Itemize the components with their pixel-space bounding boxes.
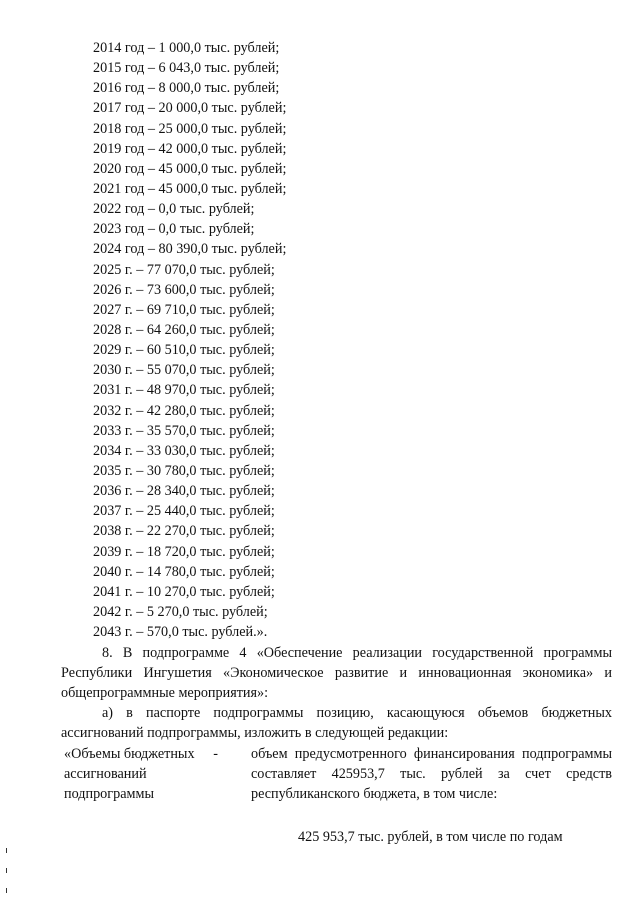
funding-year-item: 2032 г. – 42 280,0 тыс. рублей; — [93, 402, 275, 419]
funding-year-item: 2022 год – 0,0 тыс. рублей; — [93, 201, 255, 218]
scan-edge-mark — [6, 888, 7, 893]
funding-year-item: 2029 г. – 60 510,0 тыс. рублей; — [93, 342, 275, 359]
funding-year-item: 2042 г. – 5 270,0 тыс. рублей; — [93, 603, 268, 620]
funding-year-item: 2030 г. – 55 070,0 тыс. рублей; — [93, 362, 275, 379]
funding-year-item: 2040 г. – 14 780,0 тыс. рублей; — [93, 563, 275, 580]
paragraph-a: а) в паспорте подпрограммы позицию, касающуюся объемов бюджетных ассигнований подпрограммы, изложить в следующей редакции: — [61, 705, 612, 741]
funding-year-item: 2031 г. – 48 970,0 тыс. рублей; — [93, 382, 275, 399]
funding-year-item: 2041 г. – 10 270,0 тыс. рублей; — [93, 583, 275, 600]
funding-year-item: 2025 г. – 77 070,0 тыс. рублей; — [93, 261, 275, 278]
funding-year-item: 2020 год – 45 000,0 тыс. рублей; — [93, 160, 287, 177]
funding-year-item: 2043 г. – 570,0 тыс. рублей.». — [93, 624, 268, 641]
total-line: 425 953,7 тыс. рублей, в том числе по годам — [298, 829, 563, 845]
funding-year-item: 2019 год – 42 000,0 тыс. рублей; — [93, 140, 287, 157]
funding-year-item: 2027 г. – 69 710,0 тыс. рублей; — [93, 301, 275, 318]
label-line-2: ассигнований — [64, 765, 147, 782]
funding-year-item: 2023 год – 0,0 тыс. рублей; — [93, 221, 255, 238]
funding-year-item: 2034 г. – 33 030,0 тыс. рублей; — [93, 442, 275, 459]
label-first-row — [64, 745, 218, 765]
scan-edge-mark — [6, 848, 7, 853]
funding-year-item: 2018 год – 25 000,0 тыс. рублей; — [93, 120, 287, 137]
funding-by-year-list — [93, 38, 286, 642]
funding-year-item: 2026 г. – 73 600,0 тыс. рублей; — [93, 281, 275, 298]
funding-year-item: 2024 год – 80 390,0 тыс. рублей; — [93, 241, 287, 258]
passport-table-label-cell — [64, 745, 218, 804]
funding-year-item: 2038 г. – 22 270,0 тыс. рублей; — [93, 523, 275, 540]
funding-year-item: 2017 год – 20 000,0 тыс. рублей; — [93, 100, 287, 117]
funding-year-item: 2036 г. – 28 340,0 тыс. рублей; — [93, 483, 275, 500]
funding-year-item: 2028 г. – 64 260,0 тыс. рублей; — [93, 321, 275, 338]
funding-year-item: 2021 год – 45 000,0 тыс. рублей; — [93, 180, 287, 197]
funding-year-item: 2016 год – 8 000,0 тыс. рублей; — [93, 80, 280, 97]
label-dash: - — [213, 746, 218, 762]
funding-year-item: 2014 год – 1 000,0 тыс. рублей; — [93, 40, 280, 56]
funding-year-item: 2033 г. – 35 570,0 тыс. рублей; — [93, 422, 275, 439]
funding-year-item: 2039 г. – 18 720,0 тыс. рублей; — [93, 543, 275, 560]
label-line-1: «Объемы бюджетных — [64, 746, 195, 762]
paragraph-8: 8. В подпрограмме 4 «Обеспечение реализации государственной программы Республики Ингушетия «Экономическое развитие и инновационная экономика» и общепрограммные мероприятия»: — [61, 645, 612, 701]
funding-year-item: 2015 год – 6 043,0 тыс. рублей; — [93, 60, 280, 77]
funding-year-item: 2037 г. – 25 440,0 тыс. рублей; — [93, 503, 275, 520]
passport-table-value-cell: объем предусмотренного финансирования подпрограммы составляет 425953,7 тыс. рублей за счет средств республиканского бюджета, в том числе: — [251, 746, 612, 802]
label-line-3: подпрограммы — [64, 785, 154, 802]
scan-edge-mark — [6, 868, 7, 873]
funding-year-item: 2035 г. – 30 780,0 тыс. рублей; — [93, 462, 275, 479]
